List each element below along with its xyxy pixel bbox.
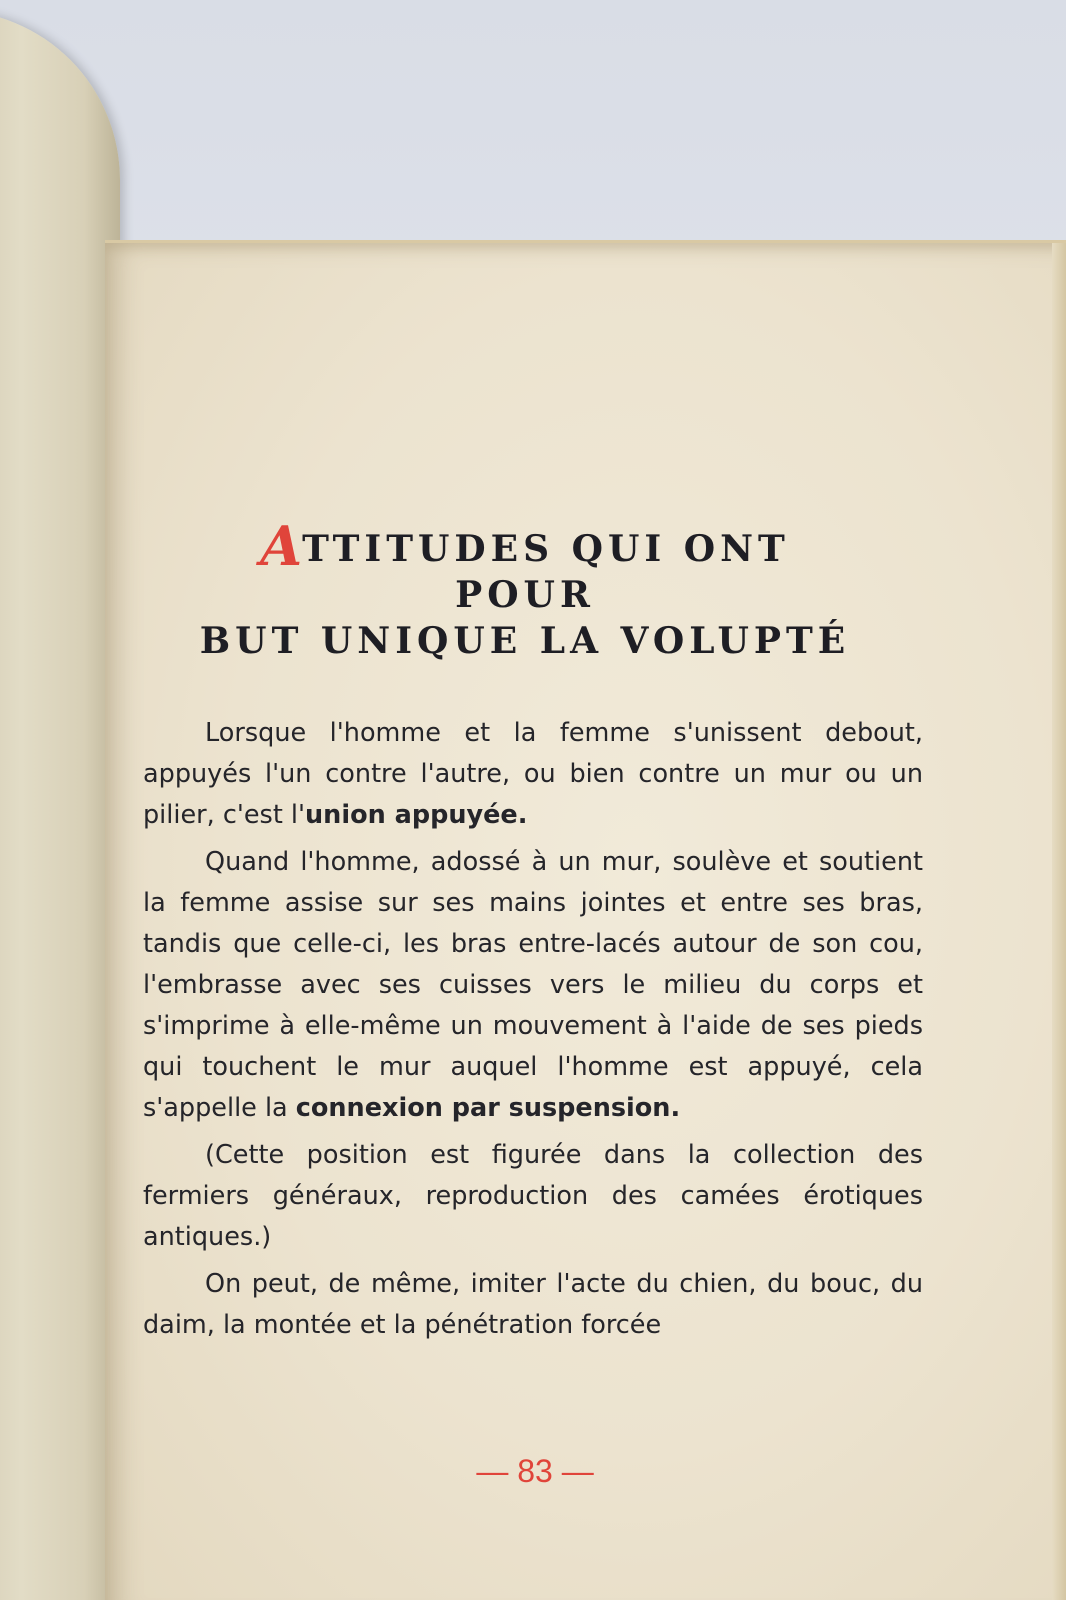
page-number: — 83 — <box>476 1453 594 1489</box>
paragraph-text: On peut, de même, imiter l'acte du chien, du bouc, du daim, la montée et la pénétration forcée <box>143 1269 923 1340</box>
title-line-2: POUR <box>455 574 595 616</box>
page-edge <box>1052 243 1066 1600</box>
title-line-3: BUT UNIQUE LA VOLUPTÉ <box>199 620 851 662</box>
paragraph-text: Quand l'homme, adossé à un mur, soulève et soutient la femme assise sur ses mains jointes et entre ses bras, tandis que celle-ci, les bras entre-lacés autour de son cou, l'embrasse avec ses cuisses vers le milieu du corps et s'imprime à elle-même un mouvement à l'aide de ses pieds qui touchent le mur auquel l'homme est appuyé, cela s'appelle la <box>143 847 923 1123</box>
title-line-1-text: TTITUDES QUI ONT <box>302 528 790 570</box>
body-text <box>143 713 923 1352</box>
paragraph-1 <box>143 713 923 836</box>
book-page <box>105 240 1066 1600</box>
paragraph-text: Lorsque l'homme et la femme s'unissent debout, appuyés l'un contre l'autre, ou bien contre un mur ou un pilier, c'est l' <box>143 718 923 830</box>
drop-cap: A <box>260 514 303 578</box>
paragraph-text: (Cette position est figurée dans la collection des fermiers généraux, reproduction des camées érotiques antiques.) <box>143 1140 923 1252</box>
paragraph-3 <box>143 1135 923 1258</box>
previous-page-edge <box>0 10 120 1600</box>
bold-term: union appuyée. <box>305 800 528 830</box>
title-line-1 <box>105 514 945 578</box>
paragraph-4 <box>143 1264 923 1346</box>
chapter-title <box>105 514 945 664</box>
bold-term: connexion par suspension. <box>295 1093 681 1123</box>
paragraph-2 <box>143 842 923 1129</box>
